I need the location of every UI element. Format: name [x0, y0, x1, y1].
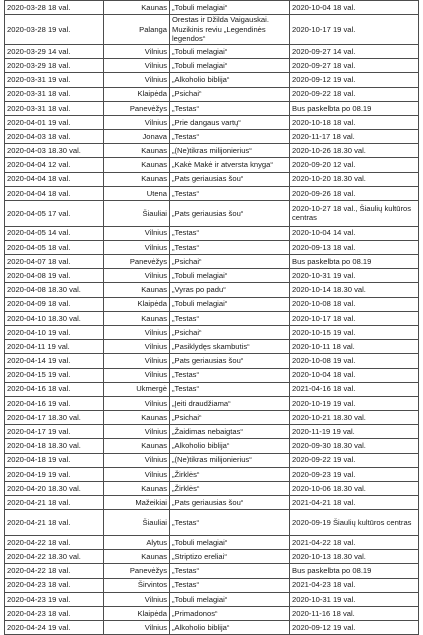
show-title-cell: „Striptizo ereliai“ — [170, 550, 290, 564]
table-row — [5, 496, 419, 510]
city-cell: Kaunas — [104, 550, 170, 564]
original-date-cell: 2020-04-21 18 val. — [5, 510, 104, 536]
new-date-cell: 2020-09-23 19 val. — [290, 467, 419, 481]
new-date-cell: 2020-10-11 18 val. — [290, 340, 419, 354]
table-row — [5, 201, 419, 227]
table-row — [5, 59, 419, 73]
table-row — [5, 368, 419, 382]
city-cell: Vilnius — [104, 269, 170, 283]
table-row — [5, 255, 419, 269]
table-row — [5, 354, 419, 368]
city-cell: Vilnius — [104, 73, 170, 87]
new-date-cell: 2021-04-23 18 val. — [290, 578, 419, 592]
original-date-cell: 2020-04-08 19 val. — [5, 269, 104, 283]
show-title-cell: „Pasiklydęs skambutis“ — [170, 340, 290, 354]
show-title-cell: „Psichai“ — [170, 411, 290, 425]
new-date-cell: 2020-10-04 18 val. — [290, 368, 419, 382]
show-title-cell: „Tobuli melagiai“ — [170, 44, 290, 58]
city-cell: Vilnius — [104, 396, 170, 410]
show-title-cell: „Tobuli melagiai“ — [170, 269, 290, 283]
show-title-cell: „Tobuli melagiai“ — [170, 592, 290, 606]
city-cell: Ukmergė — [104, 382, 170, 396]
original-date-cell: 2020-04-16 18 val. — [5, 382, 104, 396]
show-title-cell: „Kakė Makė ir atversta knyga“ — [170, 158, 290, 172]
original-date-cell: 2020-04-04 18 val. — [5, 186, 104, 200]
table-row — [5, 158, 419, 172]
table-row — [5, 510, 419, 536]
original-date-cell: 2020-04-10 19 val. — [5, 325, 104, 339]
city-cell: Vilnius — [104, 621, 170, 635]
city-cell: Vilnius — [104, 425, 170, 439]
city-cell: Alytus — [104, 535, 170, 549]
table-row — [5, 269, 419, 283]
new-date-cell: 2021-04-21 18 val. — [290, 496, 419, 510]
new-date-cell: 2020-10-31 19 val. — [290, 592, 419, 606]
new-date-cell: 2020-10-13 18.30 val. — [290, 550, 419, 564]
show-title-cell: „(Ne)tikras milijonierius“ — [170, 453, 290, 467]
table-row — [5, 172, 419, 186]
original-date-cell: 2020-04-07 18 val. — [5, 255, 104, 269]
city-cell: Vilnius — [104, 592, 170, 606]
new-date-cell: 2020-10-27 18 val., Šiaulių kultūros centras — [290, 201, 419, 227]
table-row — [5, 115, 419, 129]
original-date-cell: 2020-04-24 19 val. — [5, 621, 104, 635]
show-title-cell: „Testas“ — [170, 240, 290, 254]
original-date-cell: 2020-04-14 19 val. — [5, 354, 104, 368]
table-row — [5, 130, 419, 144]
city-cell: Vilnius — [104, 325, 170, 339]
new-date-cell: 2020-10-04 18 val. — [290, 1, 419, 15]
original-date-cell: 2020-03-28 19 val. — [5, 15, 104, 45]
original-date-cell: 2020-04-03 18.30 val. — [5, 144, 104, 158]
new-date-cell: 2020-09-22 19 val. — [290, 453, 419, 467]
show-title-cell: „Testas“ — [170, 382, 290, 396]
new-date-cell: 2020-10-17 19 val. — [290, 15, 419, 45]
table-row — [5, 240, 419, 254]
city-cell: Palanga — [104, 15, 170, 45]
show-title-cell: „Tobuli melagiai“ — [170, 297, 290, 311]
table-row — [5, 297, 419, 311]
new-date-cell: 2020-09-12 19 val. — [290, 621, 419, 635]
city-cell: Kaunas — [104, 283, 170, 297]
city-cell: Kaunas — [104, 439, 170, 453]
original-date-cell: 2020-04-20 18.30 val. — [5, 482, 104, 496]
show-title-cell: „Tobuli melagiai“ — [170, 1, 290, 15]
city-cell: Vilnius — [104, 354, 170, 368]
table-row — [5, 283, 419, 297]
show-title-cell: „Testas“ — [170, 101, 290, 115]
original-date-cell: 2020-04-03 18 val. — [5, 130, 104, 144]
new-date-cell: 2020-09-27 14 val. — [290, 44, 419, 58]
table-row — [5, 15, 419, 45]
original-date-cell: 2020-04-22 18 val. — [5, 564, 104, 578]
table-row — [5, 578, 419, 592]
table-row — [5, 467, 419, 481]
original-date-cell: 2020-04-18 19 val. — [5, 453, 104, 467]
show-title-cell: „Tobuli melagiai“ — [170, 535, 290, 549]
original-date-cell: 2020-03-31 18 val. — [5, 87, 104, 101]
original-date-cell: 2020-03-28 18 val. — [5, 1, 104, 15]
table-row — [5, 73, 419, 87]
table-row — [5, 453, 419, 467]
show-title-cell: „Testas“ — [170, 510, 290, 536]
new-date-cell: 2020-10-06 18.30 val. — [290, 482, 419, 496]
show-title-cell: „Prie dangaus vartų“ — [170, 115, 290, 129]
city-cell: Kaunas — [104, 1, 170, 15]
new-date-cell: 2020-10-19 19 val. — [290, 396, 419, 410]
new-date-cell: 2020-09-27 18 val. — [290, 59, 419, 73]
city-cell: Klaipėda — [104, 606, 170, 620]
city-cell: Panevėžys — [104, 564, 170, 578]
city-cell: Vilnius — [104, 115, 170, 129]
original-date-cell: 2020-04-04 12 val. — [5, 158, 104, 172]
table-row — [5, 1, 419, 15]
new-date-cell: 2020-10-21 18.30 val. — [290, 411, 419, 425]
new-date-cell: 2020-10-15 19 val. — [290, 325, 419, 339]
city-cell: Vilnius — [104, 226, 170, 240]
original-date-cell: 2020-04-21 18 val. — [5, 496, 104, 510]
original-date-cell: 2020-04-23 18 val. — [5, 578, 104, 592]
city-cell: Šiauliai — [104, 510, 170, 536]
table-row — [5, 482, 419, 496]
show-title-cell: „Alkoholio biblija“ — [170, 439, 290, 453]
table-row — [5, 606, 419, 620]
original-date-cell: 2020-04-11 19 val. — [5, 340, 104, 354]
table-row — [5, 425, 419, 439]
new-date-cell: 2020-10-08 19 val. — [290, 354, 419, 368]
show-title-cell: „Žaidimas nebaigtas“ — [170, 425, 290, 439]
original-date-cell: 2020-03-29 14 val. — [5, 44, 104, 58]
city-cell: Vilnius — [104, 240, 170, 254]
original-date-cell: 2020-04-17 18.30 val. — [5, 411, 104, 425]
table-row — [5, 44, 419, 58]
new-date-cell: 2020-09-22 18 val. — [290, 87, 419, 101]
show-title-cell: „Pats geriausias šou“ — [170, 201, 290, 227]
show-title-cell: Orestas ir Džilda Vaigauskai. Muzikinis reviu „Legendinės legendos“ — [170, 15, 290, 45]
original-date-cell: 2020-04-05 18 val. — [5, 240, 104, 254]
table-row — [5, 550, 419, 564]
table-row — [5, 87, 419, 101]
new-date-cell: 2021-04-22 18 val. — [290, 535, 419, 549]
table-row — [5, 186, 419, 200]
original-date-cell: 2020-04-09 18 val. — [5, 297, 104, 311]
table-row — [5, 101, 419, 115]
city-cell: Šiauliai — [104, 201, 170, 227]
table-row — [5, 411, 419, 425]
show-title-cell: „Psichai“ — [170, 87, 290, 101]
show-title-cell: „Tobuli melagiai“ — [170, 59, 290, 73]
city-cell: Vilnius — [104, 44, 170, 58]
new-date-cell: Bus paskelbta po 08.19 — [290, 564, 419, 578]
city-cell: Širvintos — [104, 578, 170, 592]
original-date-cell: 2020-03-31 18 val. — [5, 101, 104, 115]
new-date-cell: 2020-10-31 19 val. — [290, 269, 419, 283]
original-date-cell: 2020-04-10 18.30 val. — [5, 311, 104, 325]
new-date-cell: 2020-09-12 19 val. — [290, 73, 419, 87]
original-date-cell: 2020-04-16 19 val. — [5, 396, 104, 410]
show-title-cell: „Žirklės“ — [170, 482, 290, 496]
table-row — [5, 439, 419, 453]
city-cell: Utena — [104, 186, 170, 200]
show-title-cell: „Žirklės“ — [170, 467, 290, 481]
original-date-cell: 2020-03-29 18 val. — [5, 59, 104, 73]
original-date-cell: 2020-04-05 17 val. — [5, 201, 104, 227]
new-date-cell: 2021-04-16 18 val. — [290, 382, 419, 396]
city-cell: Vilnius — [104, 467, 170, 481]
show-title-cell: „Alkoholio biblija“ — [170, 621, 290, 635]
city-cell: Kaunas — [104, 482, 170, 496]
new-date-cell: 2020-10-18 18 val. — [290, 115, 419, 129]
new-date-cell: 2020-10-04 14 val. — [290, 226, 419, 240]
schedule-table-body — [5, 1, 419, 635]
city-cell: Vilnius — [104, 340, 170, 354]
new-date-cell: 2020-09-20 12 val. — [290, 158, 419, 172]
city-cell: Kaunas — [104, 144, 170, 158]
table-row — [5, 592, 419, 606]
new-date-cell: 2020-09-13 18 val. — [290, 240, 419, 254]
city-cell: Vilnius — [104, 59, 170, 73]
original-date-cell: 2020-04-04 18 val. — [5, 172, 104, 186]
new-date-cell: 2020-10-14 18.30 val. — [290, 283, 419, 297]
new-date-cell: 2020-09-19 Šiaulių kultūros centras — [290, 510, 419, 536]
city-cell: Kaunas — [104, 311, 170, 325]
original-date-cell: 2020-04-22 18.30 val. — [5, 550, 104, 564]
table-row — [5, 396, 419, 410]
original-date-cell: 2020-04-05 14 val. — [5, 226, 104, 240]
new-date-cell: 2020-10-20 18.30 val. — [290, 172, 419, 186]
show-title-cell: „Testas“ — [170, 130, 290, 144]
city-cell: Klaipėda — [104, 87, 170, 101]
show-title-cell: „Primadonos“ — [170, 606, 290, 620]
original-date-cell: 2020-04-08 18.30 val. — [5, 283, 104, 297]
show-title-cell: „Pats geriausias šou“ — [170, 172, 290, 186]
table-row — [5, 144, 419, 158]
original-date-cell: 2020-04-22 18 val. — [5, 535, 104, 549]
original-date-cell: 2020-04-15 19 val. — [5, 368, 104, 382]
table-row — [5, 340, 419, 354]
city-cell: Panevėžys — [104, 101, 170, 115]
city-cell: Jonava — [104, 130, 170, 144]
show-title-cell: „Alkoholio biblija“ — [170, 73, 290, 87]
table-row — [5, 564, 419, 578]
new-date-cell: 2020-11-16 18 val. — [290, 606, 419, 620]
city-cell: Panevėžys — [104, 255, 170, 269]
new-date-cell: 2020-11-19 19 val. — [290, 425, 419, 439]
new-date-cell: 2020-10-17 18 val. — [290, 311, 419, 325]
new-date-cell: 2020-11-17 18 val. — [290, 130, 419, 144]
original-date-cell: 2020-04-23 19 val. — [5, 592, 104, 606]
show-title-cell: „Testas“ — [170, 564, 290, 578]
new-date-cell: 2020-10-08 18 val. — [290, 297, 419, 311]
show-title-cell: „Įeiti draudžiama“ — [170, 396, 290, 410]
new-date-cell: Bus paskelbta po 08.19 — [290, 255, 419, 269]
show-title-cell: „Pats geriausias šou“ — [170, 496, 290, 510]
new-date-cell: 2020-09-30 18.30 val. — [290, 439, 419, 453]
show-title-cell: „Pats geriausias šou“ — [170, 354, 290, 368]
show-title-cell: „Testas“ — [170, 311, 290, 325]
table-row — [5, 325, 419, 339]
show-title-cell: „Vyras po padu“ — [170, 283, 290, 297]
table-row — [5, 382, 419, 396]
original-date-cell: 2020-04-23 18 val. — [5, 606, 104, 620]
show-title-cell: „Testas“ — [170, 368, 290, 382]
show-title-cell: „Testas“ — [170, 226, 290, 240]
original-date-cell: 2020-04-17 19 val. — [5, 425, 104, 439]
city-cell: Kaunas — [104, 411, 170, 425]
city-cell: Vilnius — [104, 368, 170, 382]
original-date-cell: 2020-04-18 18.30 val. — [5, 439, 104, 453]
table-row — [5, 311, 419, 325]
city-cell: Kaunas — [104, 172, 170, 186]
show-title-cell: „Psichai“ — [170, 325, 290, 339]
new-date-cell: 2020-09-26 18 val. — [290, 186, 419, 200]
table-row — [5, 226, 419, 240]
original-date-cell: 2020-03-31 19 val. — [5, 73, 104, 87]
original-date-cell: 2020-04-19 19 val. — [5, 467, 104, 481]
city-cell: Klaipėda — [104, 297, 170, 311]
original-date-cell: 2020-04-01 19 val. — [5, 115, 104, 129]
table-row — [5, 535, 419, 549]
show-title-cell: „Testas“ — [170, 186, 290, 200]
table-row — [5, 621, 419, 635]
new-date-cell: Bus paskelbta po 08.19 — [290, 101, 419, 115]
city-cell: Mažeikiai — [104, 496, 170, 510]
show-title-cell: „Testas“ — [170, 578, 290, 592]
city-cell: Vilnius — [104, 453, 170, 467]
show-title-cell: „(Ne)tikras milijonierius“ — [170, 144, 290, 158]
city-cell: Kaunas — [104, 158, 170, 172]
show-title-cell: „Psichai“ — [170, 255, 290, 269]
schedule-table — [4, 0, 419, 635]
new-date-cell: 2020-10-26 18.30 val. — [290, 144, 419, 158]
